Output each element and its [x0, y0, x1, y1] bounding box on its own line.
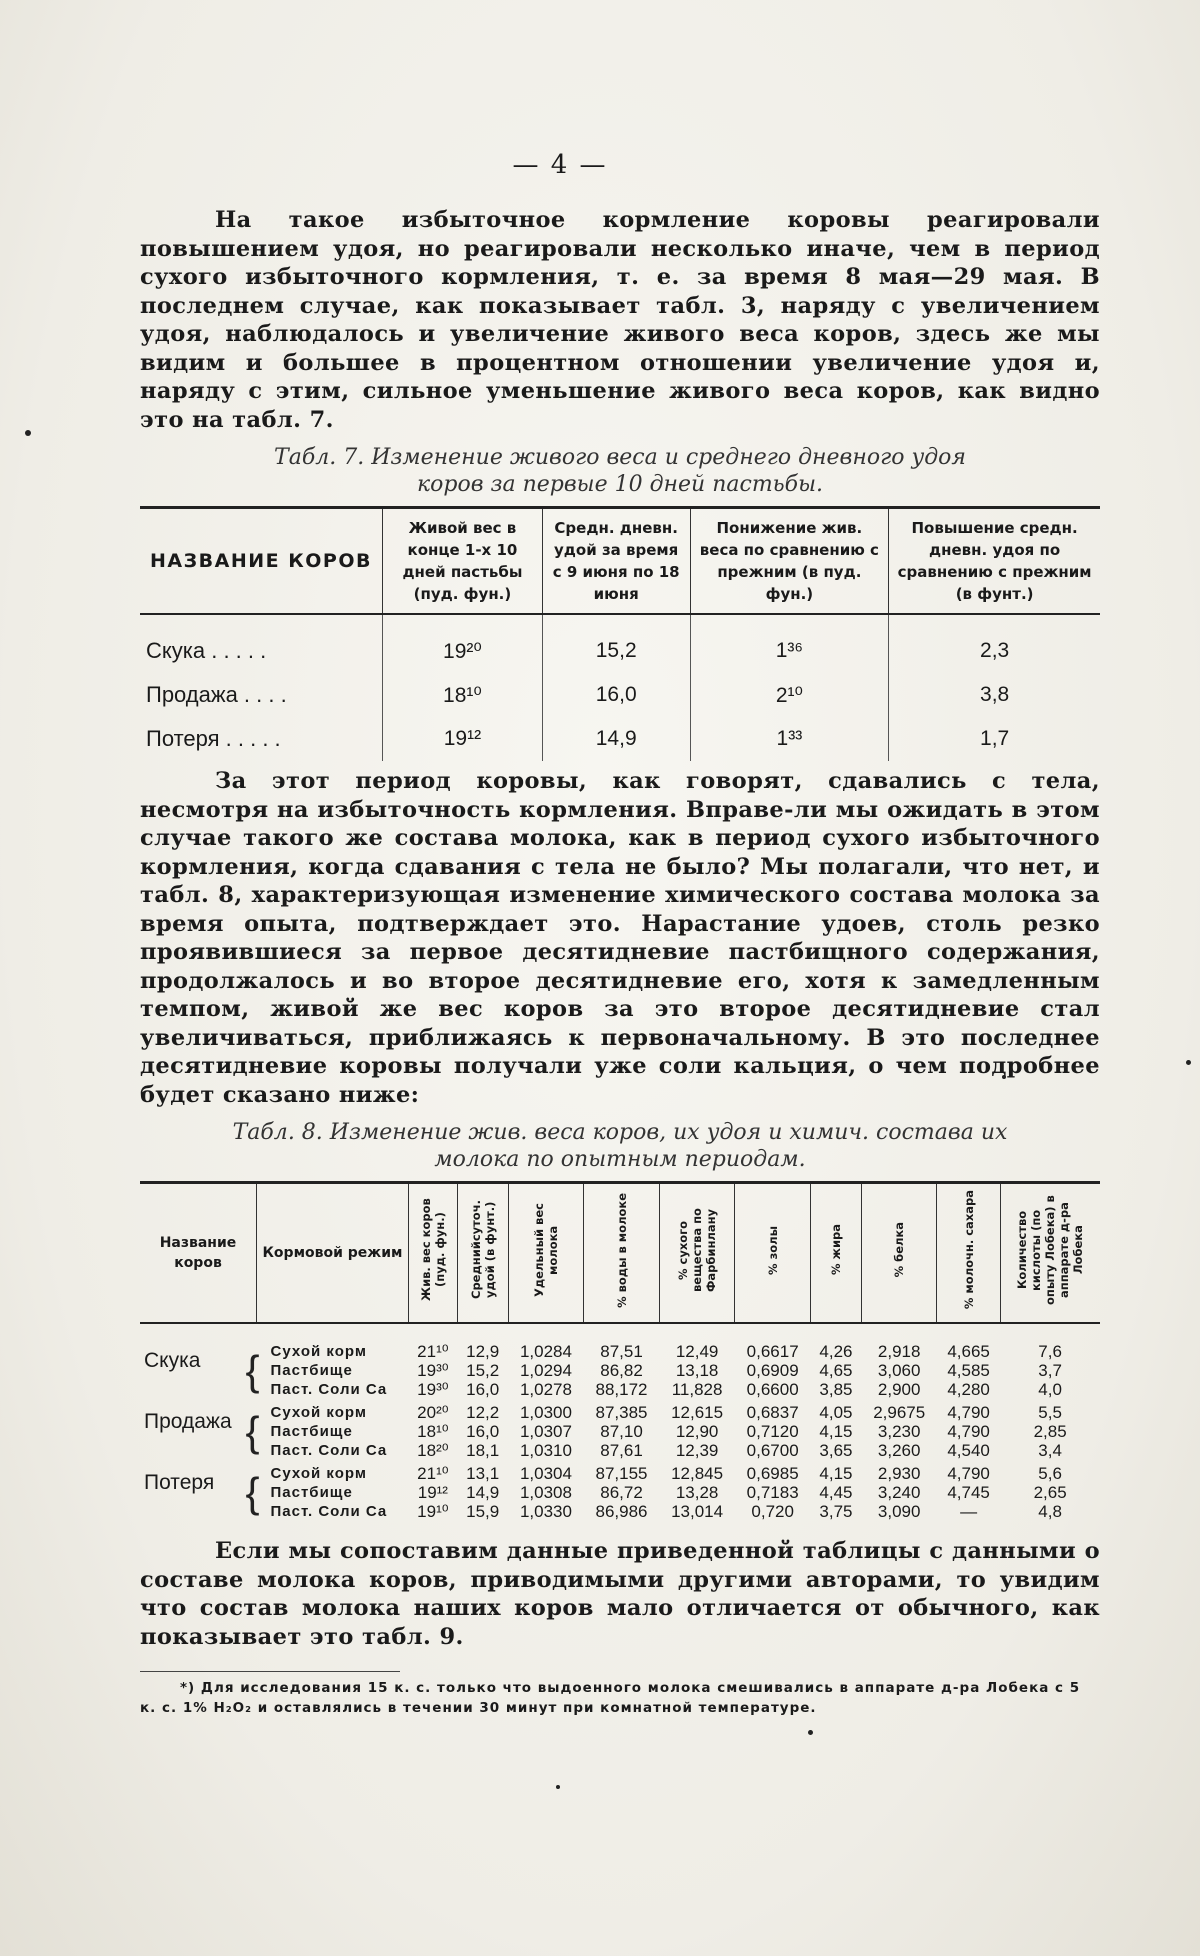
table8-regime: Пастбище: [270, 1484, 353, 1501]
table8-cell: 4,05: [819, 1403, 853, 1422]
table8-header-text: % воды в молоке: [614, 1192, 629, 1308]
table7-cell: Потеря . . . . .: [146, 726, 281, 751]
table8-cell: 19³⁰: [417, 1361, 449, 1380]
table8-cow-name: Потеря: [144, 1470, 215, 1494]
table8-header-text: % сухого вещества по Фарбинлану: [676, 1208, 719, 1292]
table8-cell: 2,65: [1033, 1483, 1067, 1502]
table7-caption-line2: коров за первые 10 дней пастьбы.: [416, 472, 823, 497]
table8-row: [140, 1502, 1100, 1521]
table8-header-milk-sugar: [937, 1183, 1000, 1324]
table8-cell: 7,6: [1038, 1342, 1062, 1361]
ink-speck: [1186, 1060, 1191, 1065]
table8-cell: 86,986: [595, 1502, 648, 1521]
table8-cell: 3,85: [819, 1380, 853, 1399]
brace-glyph: {: [245, 1468, 260, 1516]
table8-cell: 3,230: [877, 1422, 921, 1441]
paragraph-intro: На такое избыточное кормление коровы реагировали повышением удоя, но реагировали несколько иначе, чем в период сухого избыточного кормления, т. е. за время 8 мая—29 мая. В последнем случае, как показывает табл. 3, наряду с увеличением удоя, наблюдалось и увеличение живого веса коров, здесь же мы видим и большее в процентном отношении увеличение удоя и, наряду с этим, сильное уменьшение живого веса коров, как видно это на табл. 7.: [140, 207, 1100, 433]
table8-cell: 2,900: [877, 1380, 921, 1399]
table8-header-protein: [861, 1183, 937, 1324]
table8-header-acidity: [1000, 1183, 1100, 1324]
table8-header-water: [584, 1183, 660, 1324]
table8-cell: 12,90: [675, 1422, 719, 1441]
table7-cell: 2¹⁰: [690, 673, 889, 717]
brace-glyph: {: [245, 1346, 260, 1394]
table8-cell: 5,5: [1038, 1403, 1062, 1422]
table8-cow-cell: [140, 1460, 260, 1521]
table7-header-row: [140, 508, 1100, 615]
ink-speck: [25, 430, 31, 436]
table8-cell: 2,930: [877, 1464, 921, 1483]
table8-cell: 0,720: [751, 1502, 794, 1521]
paragraph-main: За этот период коровы, как говорят, сдавались с тела, несмотря на избыточность кормления. Вправе-ли мы ожидать в этом случае такого же состава молока, как в период сухого избыточного кормления, когда сдавания с тела не было? Мы полагали, что нет, и табл. 8, характеризующая изменение химического состава молока за время опыта, подтверждает это. Нарастание удоев, столь резко проявившиеся за первое десятидневие пастбищного содержания, продолжалось и во второе десятидневие его, хотя к замедленным темпом, живой же вес коров за это второе десятидневие стал увеличиваться, приближаясь к первоначальному. В это последнее десятидневие коровы получали уже соли кальция, о чем подробнее будет сказано ниже:: [140, 768, 1100, 1108]
table8-header-specific-gravity: [508, 1183, 584, 1324]
table8-cell: 4,45: [819, 1483, 853, 1502]
table8-cell: 12,9: [466, 1342, 500, 1361]
table8-header-text: Жив. вес коров (пуд. фун.): [418, 1198, 447, 1302]
table8-regime: Паст. Соли Са: [270, 1381, 388, 1398]
table8-caption-line1: Табл. 8. Изменение жив. веса коров, их удоя и химич. состава их: [232, 1120, 1008, 1145]
table8-cell: 0,6617: [746, 1342, 799, 1361]
table8-regime: Паст. Соли Са: [270, 1503, 388, 1520]
table8-row: [140, 1380, 1100, 1399]
table8-cell: 13,28: [675, 1483, 719, 1502]
table7-caption-line1: Табл. 7. Изменение живого веса и среднего дневного удоя: [274, 445, 966, 470]
table7-cell: 18¹⁰: [383, 673, 543, 717]
table8-cell: 87,61: [600, 1441, 643, 1460]
table8-regime: Паст. Соли Са: [270, 1442, 388, 1459]
table8-cell: 3,090: [877, 1502, 921, 1521]
table8-cow-name: Скука: [144, 1348, 201, 1372]
table7-header-weight-decrease: Понижение жив. веса по сравнению с прежним (в пуд. фун.): [690, 508, 889, 615]
table8-header-text: % жира: [828, 1224, 843, 1276]
table8-cell: 1,0304: [519, 1464, 572, 1483]
table8-cell: 4,585: [947, 1361, 990, 1380]
table8-regime: Пастбище: [270, 1362, 353, 1379]
table8-header-row: [140, 1183, 1100, 1324]
table8-row: [140, 1441, 1100, 1460]
footnote-rule: [140, 1671, 1081, 1718]
table8-cell: 3,7: [1038, 1361, 1062, 1380]
table8-header-ash: [735, 1183, 811, 1324]
table8-header-text: Количество кислоты (по опыту Лобека) в аппарате д-ра Лобека: [1015, 1195, 1086, 1305]
table8-cell: 0,6700: [746, 1441, 799, 1460]
table8-cell: 1,0278: [519, 1380, 572, 1399]
table8-header-text: % золы: [765, 1225, 780, 1275]
table8-cell: 12,615: [671, 1403, 724, 1422]
table8-cell: 16,0: [466, 1380, 500, 1399]
table8-cell: 4,665: [947, 1342, 990, 1361]
table8-cell: 13,014: [671, 1502, 724, 1521]
table8-cell: 1,0308: [519, 1483, 572, 1502]
table8-cell: 1,0307: [519, 1422, 572, 1441]
table8-cell: 21¹⁰: [417, 1342, 449, 1361]
table8-row: [140, 1399, 1100, 1422]
table8-cell: 4,65: [819, 1361, 853, 1380]
table8-cell: 18,1: [466, 1441, 500, 1460]
table7-row: [140, 673, 1100, 717]
table8-cell: 1,0310: [519, 1441, 572, 1460]
table8-cell: 19³⁰: [417, 1380, 449, 1399]
table8-cell: 11,828: [671, 1380, 723, 1399]
table8-cell: 87,385: [595, 1403, 648, 1422]
table8-row: [140, 1323, 1100, 1361]
table8-cell: 3,240: [877, 1483, 921, 1502]
table8-cell: 3,75: [819, 1502, 853, 1521]
table8-cell: 86,72: [600, 1483, 643, 1502]
table8-cell: 87,51: [600, 1342, 643, 1361]
table8-cell: 2,85: [1033, 1422, 1067, 1441]
table7-cell: 3,8: [889, 673, 1100, 717]
table8-cell: 12,2: [466, 1403, 500, 1422]
table7-cell: 15,2: [542, 614, 690, 673]
table8-cell: 4,790: [947, 1422, 990, 1441]
table8-cell: 3,260: [877, 1441, 921, 1460]
table8-cell: 19¹⁰: [417, 1502, 449, 1521]
table8-cell: 12,845: [671, 1464, 724, 1483]
table8-cell: 0,6909: [746, 1361, 799, 1380]
table8-cell: 0,6985: [746, 1464, 799, 1483]
table7-cell: 16,0: [542, 673, 690, 717]
table8-cell: 4,790: [947, 1403, 990, 1422]
table8-cell: 14,9: [466, 1483, 500, 1502]
table8-cell: 0,6600: [746, 1380, 799, 1399]
table8-cell: 15,2: [466, 1361, 500, 1380]
table8-regime: Пастбище: [270, 1423, 353, 1440]
table8-cell: 4,790: [947, 1464, 990, 1483]
table8-header-fat: [810, 1183, 861, 1324]
table7-header-live-weight: Живой вес в конце 1-х 10 дней пастьбы (пуд. фун.): [383, 508, 543, 615]
table8-cell: 3,65: [819, 1441, 853, 1460]
table8-header-text: % белка: [892, 1222, 907, 1278]
table8-cell: 15,9: [466, 1502, 500, 1521]
paragraph-conclusion: Если мы сопоставим данные приведенной таблицы с данными о составе молока коров, приводимыми другими авторами, то увидим что состав молока наших коров мало отличается от обычного, как показывает это табл. 9.: [140, 1538, 1100, 1650]
table8-header-dry-matter: [659, 1183, 735, 1324]
table8-cell: 86,82: [600, 1361, 643, 1380]
table8-cow-cell: [140, 1399, 260, 1460]
table8-cell: 13,1: [466, 1464, 500, 1483]
table8-row: [140, 1361, 1100, 1380]
table-8: [140, 1181, 1100, 1521]
ink-speck: [808, 1730, 813, 1735]
table8-cell: —: [960, 1502, 978, 1521]
table8-cell: 12,49: [675, 1342, 719, 1361]
table8-header-text: Удельный вес молока: [531, 1203, 560, 1297]
table8-cell: 4,15: [819, 1464, 853, 1483]
ink-speck: [556, 1785, 560, 1789]
table8-cell: 2,918: [877, 1342, 921, 1361]
table8-header-text: Среднийсуточ. удой (в фунт.): [468, 1200, 497, 1300]
table7-cell: 14,9: [542, 717, 690, 761]
page-number: — 4 —: [512, 150, 608, 180]
table8-caption: [140, 1119, 1100, 1173]
table8-cell: 4,280: [947, 1380, 990, 1399]
table8-cell: 5,6: [1038, 1464, 1062, 1483]
table8-cell: 4,0: [1038, 1380, 1062, 1399]
table7-header-daily-yield: Средн. дневн. удой за время с 9 июня по 18 июня: [542, 508, 690, 615]
table8-cell: 3,060: [877, 1361, 921, 1380]
table8-regime: Сухой корм: [270, 1343, 367, 1360]
table8-header-daily-yield: [457, 1183, 508, 1324]
table7-cell: Скука . . . . .: [146, 638, 267, 663]
table8-cell: 1,0284: [519, 1342, 572, 1361]
table7-header-cow-name: НАЗВАНИЕ КОРОВ: [140, 508, 383, 615]
table8-regime: Сухой корм: [270, 1404, 367, 1421]
table8-cell: 2,9675: [873, 1403, 926, 1422]
table8-header-text: % молочн. сахара: [961, 1190, 976, 1310]
table8-cell: 0,7120: [746, 1422, 799, 1441]
table7-row: [140, 717, 1100, 761]
table8-cell: 12,39: [675, 1441, 719, 1460]
table8-row: [140, 1460, 1100, 1483]
table8-cow-name: Продажа: [144, 1409, 232, 1433]
table8-caption-line2: молока по опытным периодам.: [434, 1147, 806, 1172]
table8-cow-cell: [140, 1323, 260, 1399]
table8-cell: 21¹⁰: [417, 1464, 449, 1483]
table7-header-yield-increase: Повышение средн. дневн. удоя по сравнению с прежним (в фунт.): [889, 508, 1100, 615]
table8-header-live-weight: [409, 1183, 458, 1324]
table8-cell: 20²⁰: [417, 1403, 449, 1422]
table8-cell: 13,18: [675, 1361, 719, 1380]
table8-header-cow-name: Название коров: [140, 1183, 257, 1324]
table8-cell: 0,6837: [746, 1403, 799, 1422]
table7-cell: 1,7: [889, 717, 1100, 761]
table8-cell: 4,26: [819, 1342, 853, 1361]
table8-cell: 1,0300: [519, 1403, 572, 1422]
table8-cell: 18²⁰: [417, 1441, 449, 1460]
table8-cell: 4,745: [947, 1483, 990, 1502]
table8-cell: 87,10: [600, 1422, 643, 1441]
table7-caption: [140, 444, 1100, 498]
brace-glyph: {: [245, 1407, 260, 1455]
table7-cell: 2,3: [889, 614, 1100, 673]
table7-cell: 1³⁶: [690, 614, 889, 673]
table8-cell: 1,0330: [519, 1502, 572, 1521]
table8-cell: 0,7183: [746, 1483, 799, 1502]
table8-cell: 4,15: [819, 1422, 853, 1441]
table8-cell: 3,4: [1038, 1441, 1062, 1460]
table8-cell: 88,172: [595, 1380, 648, 1399]
table7-cell: 19¹²: [383, 717, 543, 761]
table8-row: [140, 1422, 1100, 1441]
table7-row: [140, 614, 1100, 673]
table-7: [140, 506, 1100, 761]
table8-row: [140, 1483, 1100, 1502]
table8-cell: 18¹⁰: [417, 1422, 449, 1441]
table7-cell: Продажа . . . .: [146, 682, 287, 707]
table8-header-regime: Кормовой режим: [257, 1183, 409, 1324]
table8-cell: 16,0: [466, 1422, 500, 1441]
table8-cell: 4,540: [947, 1441, 990, 1460]
table8-cell: 87,155: [595, 1464, 648, 1483]
footnote: *) Для исследования 15 к. с. только что выдоенного молока смешивались в аппарате д-ра Лобека с 5 к. с. 1% H₂O₂ и оставлялись в течении 30 минут при комнатной температуре.: [140, 1680, 1081, 1716]
table8-cell: 1,0294: [519, 1361, 572, 1380]
table8-cell: 19¹²: [417, 1483, 448, 1502]
table7-cell: 19²⁰: [383, 614, 543, 673]
table8-regime: Сухой корм: [270, 1465, 367, 1482]
table8-cell: 4,8: [1038, 1502, 1062, 1521]
table7-cell: 1³³: [690, 717, 889, 761]
